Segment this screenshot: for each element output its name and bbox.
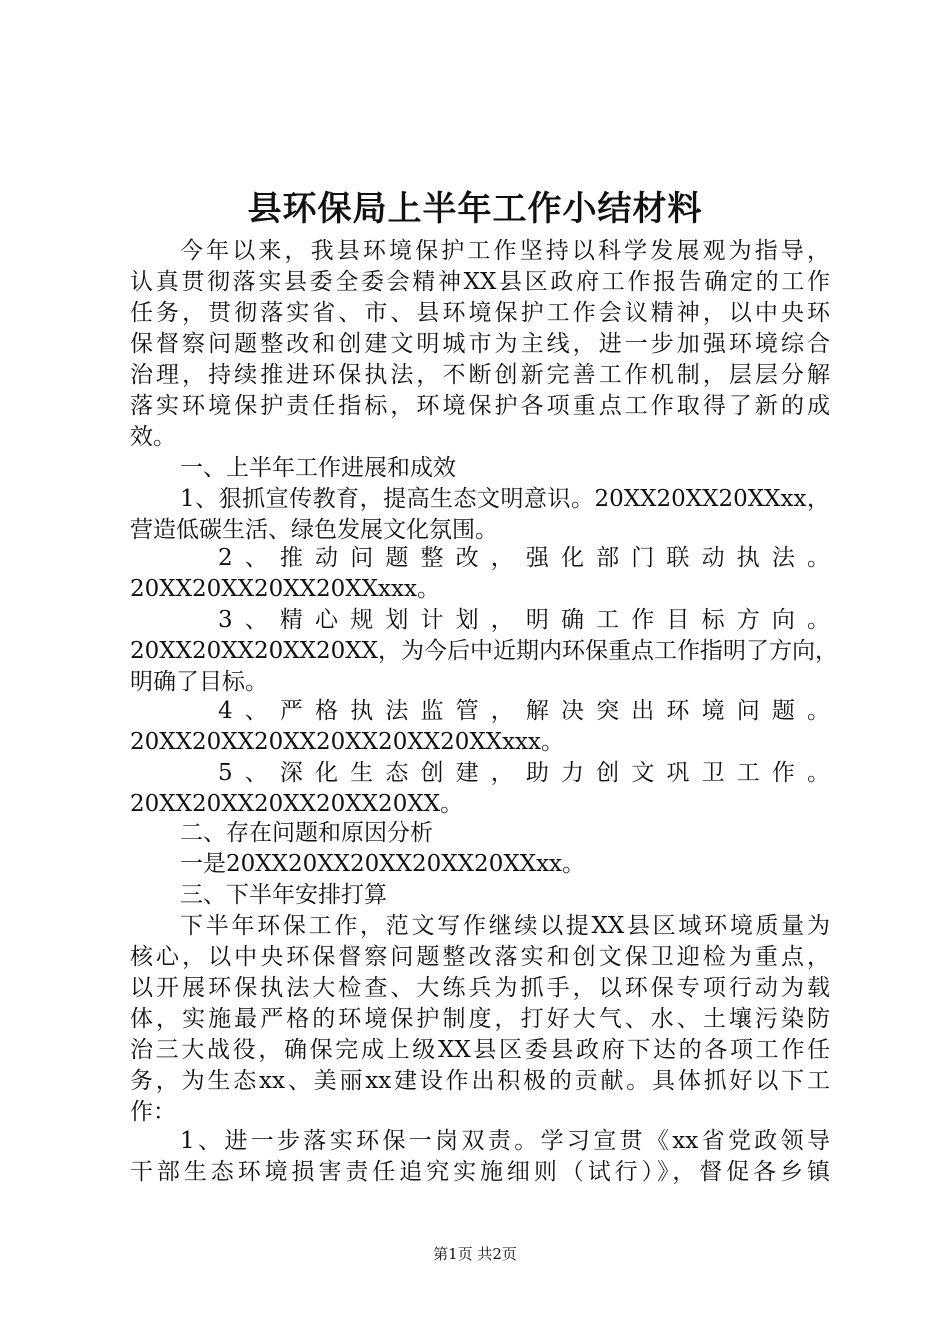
body-line: 治理，持续推进环保执法，不断创新完善工作机制，层层分解 [130, 362, 830, 388]
body-line: 下半年环保工作，范文写作继续以提XX县区域环境质量为 [180, 913, 830, 939]
body-line: 体，实施最严格的环境保护制度，打好大气、水、土壤污染防 [130, 1006, 830, 1032]
body-line: 20XX20XX20XX20XX20XX。 [130, 791, 464, 817]
body-line: 以开展环保执法大检查、大练兵为抓手，以环保专项行动为载 [130, 975, 830, 1001]
section-heading: 二、存在问题和原因分析 [180, 820, 433, 846]
body-line: 任务，贯彻落实省、市、县环境保护工作会议精神，以中央环 [130, 300, 830, 326]
body-line: 作： [130, 1099, 176, 1125]
list-item-heading: 2、推动问题整改，强化部门联动执法。 [218, 545, 830, 571]
body-line: 明确了目标。 [130, 669, 268, 695]
section-heading: 三、下半年安排打算 [180, 882, 387, 908]
body-line: 落实环境保护责任指标，环境保护各项重点工作取得了新的成 [130, 393, 830, 419]
body-line: 务，为生态xx、美丽xx建设作出积极的贡献。具体抓好以下工 [130, 1068, 830, 1094]
body-line: 治三大战役，确保完成上级XX县区委县政府下达的各项工作任 [130, 1037, 830, 1063]
body-line: 今年以来，我县环境保护工作坚持以科学发展观为指导， [180, 238, 830, 264]
body-line: 认真贯彻落实县委全委会精神XX县区政府工作报告确定的工作 [130, 269, 830, 295]
body-line: 20XX20XX20XX20XX，为今后中近期内环保重点工作指明了方向， [130, 638, 839, 664]
document-title: 县环保局上半年工作小结材料 [247, 189, 703, 229]
section-heading: 一、上半年工作进展和成效 [180, 455, 456, 481]
body-line: 一是20XX20XX20XX20XX20XXxx。 [180, 851, 586, 877]
body-line: 20XX20XX20XX20XXxxx。 [130, 576, 440, 602]
list-item-heading: 5、深化生态创建，助力创文巩卫工作。 [218, 760, 830, 786]
body-line: 保督察问题整改和创建文明城市为主线，进一步加强环境综合 [130, 331, 830, 357]
body-line: 20XX20XX20XX20XX20XX20XXxxx。 [130, 729, 565, 755]
body-line: 效。 [130, 424, 176, 450]
list-item-heading: 4、严格执法监管，解决突出环境问题。 [218, 698, 830, 724]
body-line: 1、狠抓宣传教育，提高生态文明意识。20XX20XX20XXxx， [180, 486, 830, 512]
body-line: 1、进一步落实环保一岗双责。学习宣贯《xx省党政领导 [180, 1128, 830, 1154]
body-line: 核心，以中央环保督察问题整改落实和创文保卫迎检为重点， [130, 944, 830, 970]
page-footer: 第1页 共2页 [433, 1245, 517, 1263]
body-line: 营造低碳生活、绿色发展文化氛围。 [130, 517, 498, 543]
list-item-heading: 3、精心规划计划，明确工作目标方向。 [218, 607, 830, 633]
body-line: 干部生态环境损害责任追究实施细则（试行）》，督促各乡镇 [130, 1159, 830, 1185]
